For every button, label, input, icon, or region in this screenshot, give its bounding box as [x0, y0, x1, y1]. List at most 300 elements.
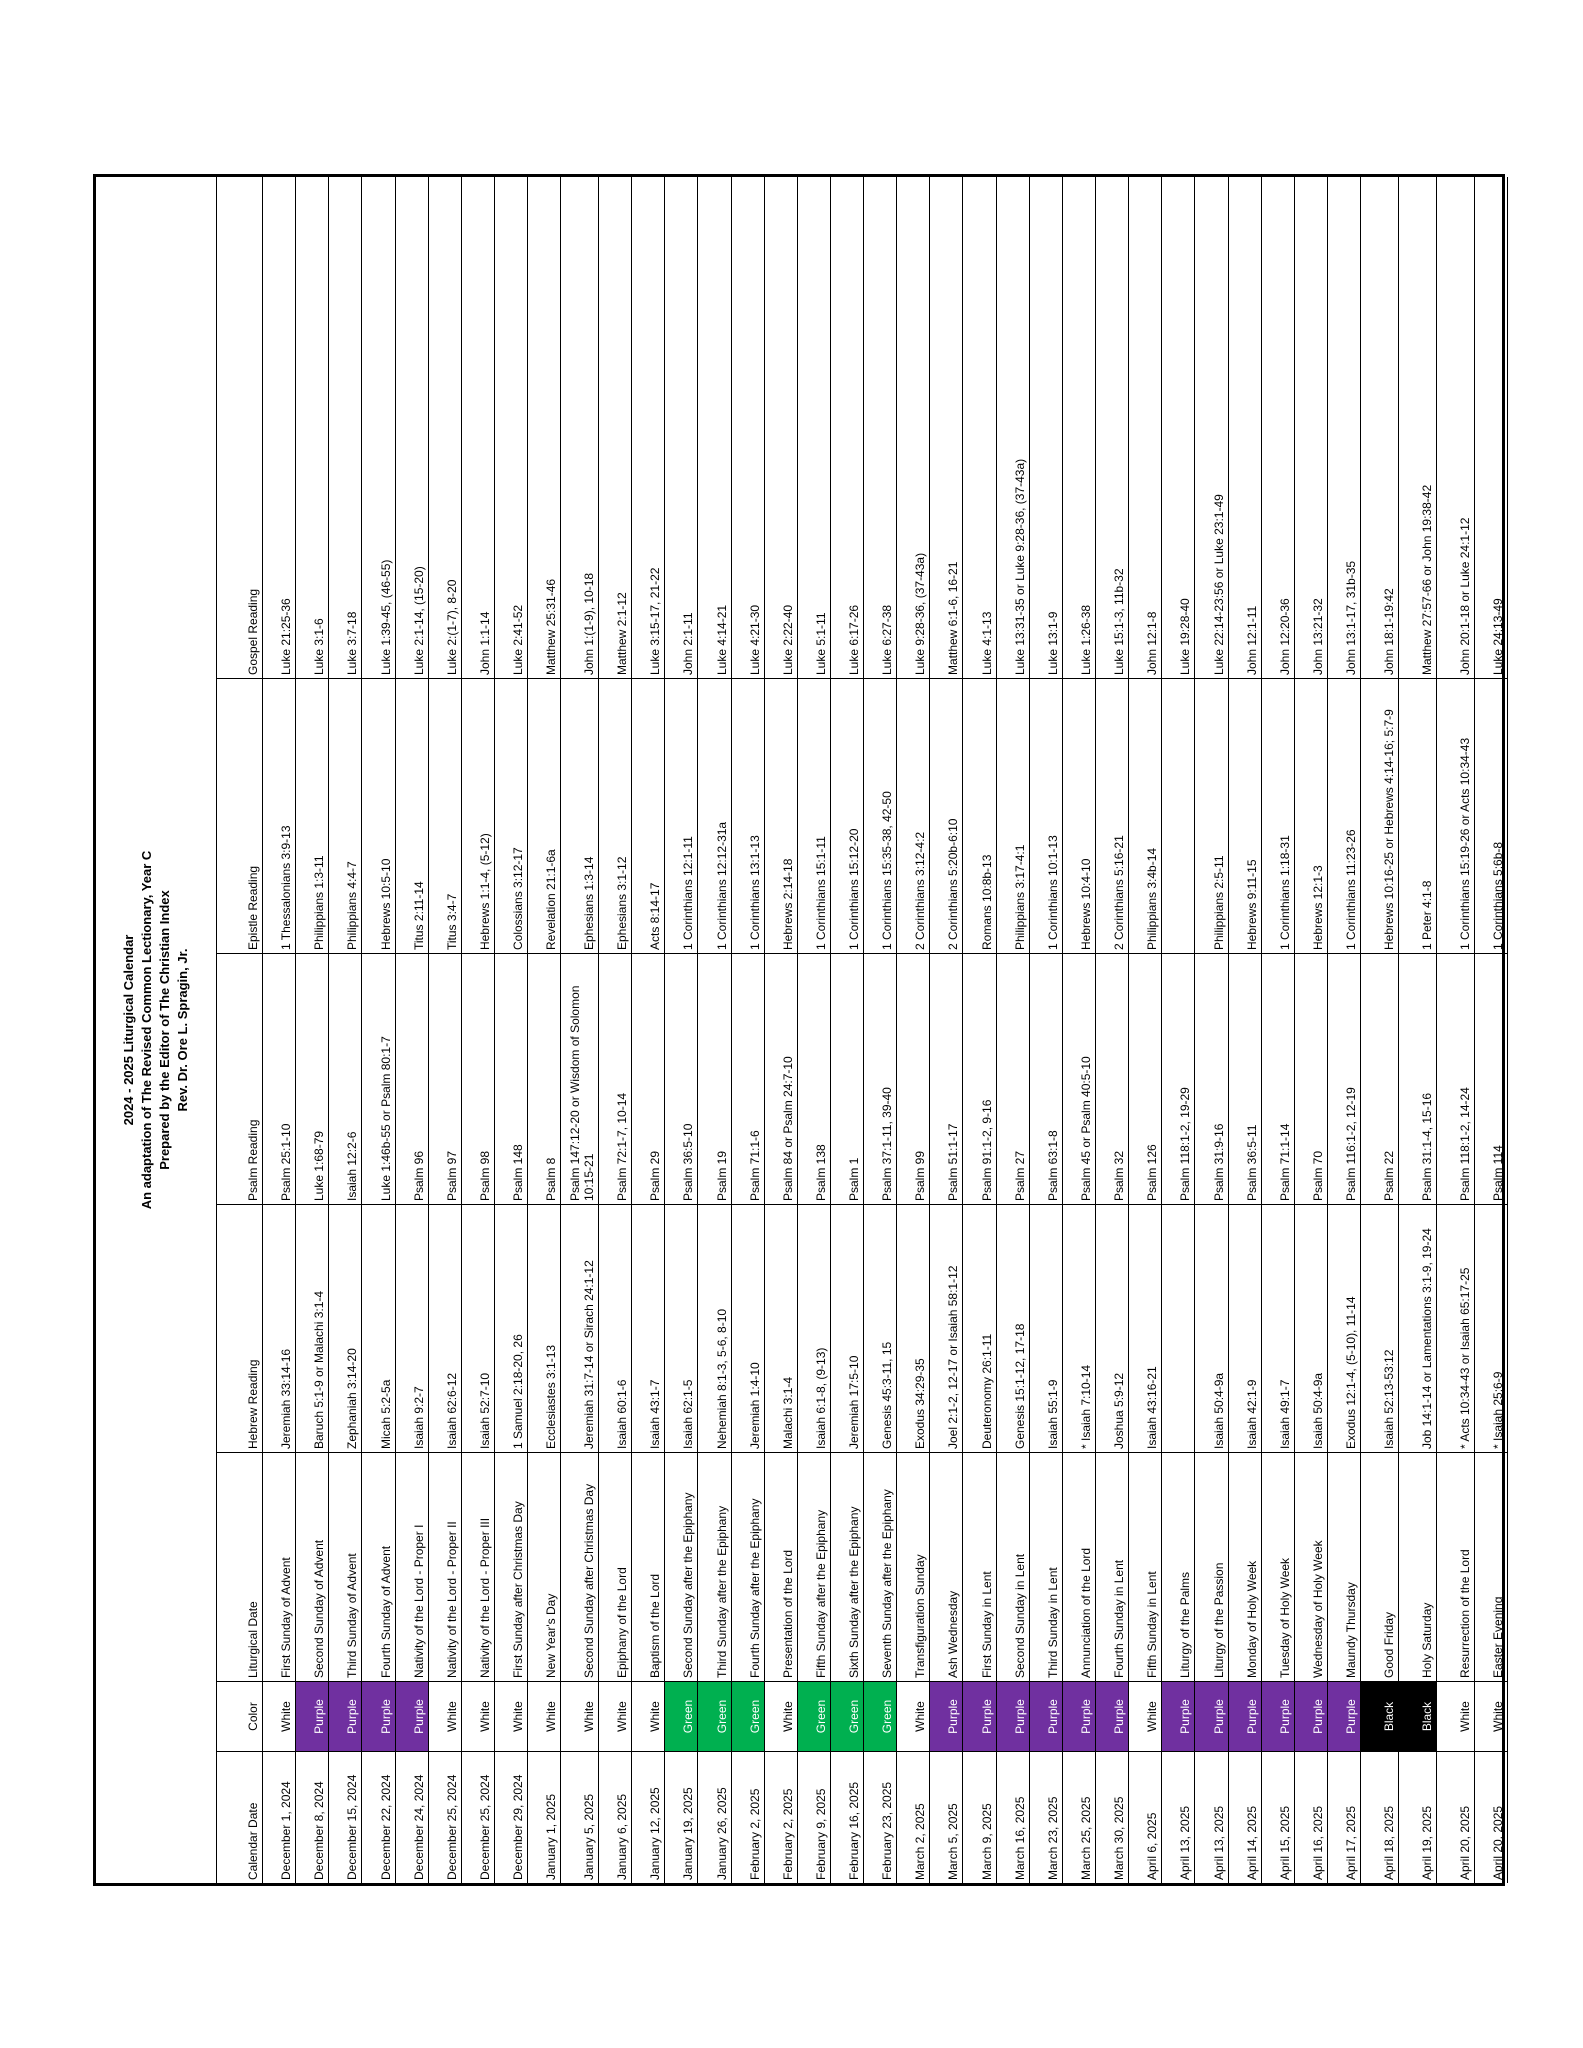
table-row [1063, 177, 1096, 1883]
gospel-reading-cell: Luke 3:7-18 [345, 611, 360, 675]
calendar-date-cell: March 9, 2025 [963, 1751, 995, 1883]
gospel-reading-cell: Luke 6:27-38 [880, 604, 895, 675]
table-row [997, 177, 1030, 1883]
calendar-date-cell: April 13, 2025 [1162, 1751, 1194, 1883]
psalm-reading-cell: Psalm 71:1-14 [1262, 953, 1294, 1204]
psalm-reading-cell: Psalm 25:1-10 [263, 953, 295, 1204]
epistle-reading-cell: Ephesians 3:1-12 [599, 678, 631, 953]
calendar-date-cell: February 9, 2025 [798, 1751, 830, 1883]
calendar-date-cell: December 25, 2024 [462, 1751, 494, 1883]
calendar-date-cell: January 26, 2025 [698, 1751, 730, 1883]
psalm-reading-cell: Psalm 99 [897, 953, 929, 1204]
hebrew-reading-cell: Joshua 5:9-12 [1096, 1204, 1128, 1452]
title-block [96, 177, 217, 1883]
color-cell: Purple [930, 1681, 962, 1751]
color-cell: Green [665, 1681, 697, 1751]
epistle-reading-cell: 1 Corinthians 5:6b-8 [1475, 678, 1507, 953]
table-row [930, 177, 963, 1883]
liturgical-date-cell: Sixth Sunday after the Epiphany [831, 1452, 863, 1681]
hebrew-reading-cell: Isaiah 55:1-9 [1030, 1204, 1062, 1452]
color-cell: White [632, 1681, 664, 1751]
psalm-reading-cell: Psalm 63:1-8 [1030, 953, 1062, 1204]
calendar-date-cell: December 8, 2024 [296, 1751, 328, 1883]
color-cell: White [1475, 1681, 1507, 1751]
hebrew-reading-cell: Exodus 34:29-35 [897, 1204, 929, 1452]
hebrew-reading-cell: Isaiah 42:1-9 [1229, 1204, 1261, 1452]
table-row [1030, 177, 1063, 1883]
gospel-reading-cell: Luke 9:28-36, (37-43a) [913, 552, 928, 675]
calendar-date-cell: February 2, 2025 [765, 1751, 797, 1883]
liturgical-date-cell: First Sunday in Lent [963, 1452, 995, 1681]
table-row [1437, 177, 1475, 1883]
table-row [1475, 177, 1508, 1883]
calendar-date-cell: January 5, 2025 [561, 1751, 598, 1883]
liturgical-date-cell: Liturgy of the Passion [1195, 1452, 1227, 1681]
header-liturgical-date: Liturgical Date [217, 1452, 262, 1681]
table-row [897, 177, 930, 1883]
color-cell: Purple [329, 1681, 361, 1751]
gospel-reading-cell: Luke 6:17-26 [847, 604, 862, 675]
liturgical-date-cell: Second Sunday after the Epiphany [665, 1452, 697, 1681]
color-cell: Purple [1295, 1681, 1327, 1751]
psalm-reading-cell: Psalm 138 [798, 953, 830, 1204]
gospel-reading-cell: Luke 19:28-40 [1178, 598, 1193, 675]
calendar-date-cell: February 16, 2025 [831, 1751, 863, 1883]
gospel-reading-cell: Luke 4:21-30 [747, 604, 762, 675]
hebrew-reading-cell: * Isaiah 25:6-9 [1475, 1204, 1507, 1452]
table-row [665, 177, 698, 1883]
hebrew-reading-cell: Ecclesiastes 3:1-13 [528, 1204, 560, 1452]
psalm-reading-cell: Psalm 31:9-16 [1195, 953, 1227, 1204]
liturgical-date-cell: Nativity of the Lord - Proper I [396, 1452, 428, 1681]
liturgical-date-cell: Fifth Sunday in Lent [1129, 1452, 1161, 1681]
psalm-reading-cell: Psalm 118:1-2, 19-29 [1162, 953, 1194, 1204]
epistle-reading-cell: Philippians 1:3-11 [296, 678, 328, 953]
color-cell: Purple [1063, 1681, 1095, 1751]
table-row [1328, 177, 1361, 1883]
psalm-reading-cell: Psalm 19 [698, 953, 730, 1204]
title-line-3: Prepared by the Editor of The Christian Index [157, 890, 172, 1170]
epistle-reading-cell: 1 Corinthians 11:23-26 [1328, 678, 1360, 953]
calendar-page [93, 174, 1505, 1886]
calendar-table [217, 177, 1505, 1883]
calendar-date-cell: April 15, 2025 [1262, 1751, 1294, 1883]
gospel-reading-cell: Matthew 25:31-46 [544, 578, 559, 675]
table-row [1295, 177, 1328, 1883]
gospel-reading-cell: Luke 2:(1-7), 8-20 [444, 579, 459, 675]
calendar-date-cell: March 5, 2025 [930, 1751, 962, 1883]
psalm-reading-cell: Psalm 71:1-6 [732, 953, 764, 1204]
liturgical-date-cell: Wednesday of Holy Week [1295, 1452, 1327, 1681]
table-row [362, 177, 395, 1883]
table-row [864, 177, 897, 1883]
epistle-reading-cell: Hebrews 2:14-18 [765, 678, 797, 953]
calendar-date-cell: December 29, 2024 [495, 1751, 527, 1883]
table-row [963, 177, 996, 1883]
table-row [329, 177, 362, 1883]
gospel-reading-cell: Luke 4:14-21 [714, 604, 729, 675]
epistle-reading-cell: 1 Corinthians 15:35-38, 42-50 [864, 678, 896, 953]
liturgical-date-cell: Good Friday [1361, 1452, 1398, 1681]
hebrew-reading-cell: Jeremiah 33:14-16 [263, 1204, 295, 1452]
color-cell: Purple [997, 1681, 1029, 1751]
psalm-reading-cell: Psalm 114 [1475, 953, 1507, 1204]
table-row [396, 177, 429, 1883]
liturgical-date-cell: Monday of Holy Week [1229, 1452, 1261, 1681]
hebrew-reading-cell: Joel 2:1-2, 12-17 or Isaiah 58:1-12 [930, 1204, 962, 1452]
color-cell: White [528, 1681, 560, 1751]
table-row [765, 177, 798, 1883]
hebrew-reading-cell: * Isaiah 7:10-14 [1063, 1204, 1095, 1452]
gospel-reading-cell: Luke 2:41-52 [511, 604, 526, 675]
epistle-reading-cell: 1 Corinthians 15:1-11 [798, 678, 830, 953]
psalm-reading-cell: Psalm 72:1-7, 10-14 [599, 953, 631, 1204]
color-cell: White [263, 1681, 295, 1751]
epistle-reading-cell: 1 Corinthians 13:1-13 [732, 678, 764, 953]
psalm-reading-cell: Psalm 147:12-20 or Wisdom of Solomon 10:15-21 [561, 953, 598, 1204]
gospel-reading-cell: Luke 22:14-23:56 or Luke 23:1-49 [1211, 494, 1226, 675]
calendar-date-cell: December 25, 2024 [429, 1751, 461, 1883]
table-row [263, 177, 296, 1883]
color-cell: Purple [1162, 1681, 1194, 1751]
table-row [599, 177, 632, 1883]
color-cell: Green [798, 1681, 830, 1751]
liturgical-date-cell: Tuesday of Holy Week [1262, 1452, 1294, 1681]
table-row [1229, 177, 1262, 1883]
calendar-date-cell: April 13, 2025 [1195, 1751, 1227, 1883]
calendar-date-cell: March 16, 2025 [997, 1751, 1029, 1883]
calendar-date-cell: February 23, 2025 [864, 1751, 896, 1883]
gospel-reading-cell: Luke 13:1-9 [1045, 611, 1060, 675]
gospel-reading-cell: John 2:1-11 [681, 612, 696, 675]
color-cell: Green [732, 1681, 764, 1751]
epistle-reading-cell: Colossians 3:12-17 [495, 678, 527, 953]
hebrew-reading-cell: Exodus 12:1-4, (5-10), 11-14 [1328, 1204, 1360, 1452]
color-cell: Purple [362, 1681, 394, 1751]
table-row [1129, 177, 1162, 1883]
epistle-reading-cell: 1 Corinthians 12:1-11 [665, 678, 697, 953]
hebrew-reading-cell: Isaiah 62:6-12 [429, 1204, 461, 1452]
gospel-reading-cell: John 18:1-19:42 [1381, 588, 1396, 675]
color-cell: White [495, 1681, 527, 1751]
psalm-reading-cell: Luke 1:68-79 [296, 953, 328, 1204]
calendar-date-cell: January 19, 2025 [665, 1751, 697, 1883]
calendar-date-cell: February 2, 2025 [732, 1751, 764, 1883]
title-line-4: Rev. Dr. Ore L. Spragin, Jr. [175, 948, 190, 1112]
hebrew-reading-cell: Genesis 45:3-11, 15 [864, 1204, 896, 1452]
epistle-reading-cell: Hebrews 10:5-10 [362, 678, 394, 953]
epistle-reading-cell: 2 Corinthians 3:12-4:2 [897, 678, 929, 953]
hebrew-reading-cell: Isaiah 43:1-7 [632, 1204, 664, 1452]
psalm-reading-cell: Psalm 45 or Psalm 40:5-10 [1063, 953, 1095, 1204]
table-row [1262, 177, 1295, 1883]
liturgical-date-cell: Nativity of the Lord - Proper III [462, 1452, 494, 1681]
hebrew-reading-cell: Zephaniah 3:14-20 [329, 1204, 361, 1452]
liturgical-date-cell: Fourth Sunday in Lent [1096, 1452, 1128, 1681]
epistle-reading-cell: Hebrews 10:4-10 [1063, 678, 1095, 953]
gospel-reading-cell: Luke 2:22-40 [780, 604, 795, 675]
color-cell: Purple [1328, 1681, 1360, 1751]
hebrew-reading-cell: Isaiah 43:16-21 [1129, 1204, 1161, 1452]
calendar-date-cell: December 22, 2024 [362, 1751, 394, 1883]
hebrew-reading-cell: Micah 5:2-5a [362, 1204, 394, 1452]
gospel-reading-cell: Luke 1:26-38 [1079, 604, 1093, 675]
table-row [1399, 177, 1437, 1883]
psalm-reading-cell: Psalm 51:1-17 [930, 953, 962, 1204]
epistle-reading-cell: 2 Corinthians 5:16-21 [1096, 678, 1128, 953]
color-cell: Purple [1262, 1681, 1294, 1751]
color-cell: Purple [1030, 1681, 1062, 1751]
psalm-reading-cell: Psalm 36:5-10 [665, 953, 697, 1204]
gospel-reading-cell: Luke 4:1-13 [979, 611, 994, 675]
gospel-reading-cell: Luke 2:1-14, (15-20) [411, 566, 426, 675]
psalm-reading-cell: Psalm 1 [831, 953, 863, 1204]
liturgical-date-cell: Third Sunday in Lent [1030, 1452, 1062, 1681]
liturgical-date-cell: First Sunday after Christmas Day [495, 1452, 527, 1681]
gospel-reading-cell: John 20:1-18 or Luke 24:1-12 [1457, 517, 1472, 675]
liturgical-date-cell: Resurrection of the Lord [1437, 1452, 1474, 1681]
liturgical-date-cell: Second Sunday of Advent [296, 1452, 328, 1681]
gospel-reading-cell: Luke 5:1-11 [813, 612, 828, 675]
hebrew-reading-cell: Jeremiah 31:7-14 or Sirach 24:1-12 [561, 1204, 598, 1452]
epistle-reading-cell: Philippians 3:17-4:1 [997, 678, 1029, 953]
calendar-date-cell: April 6, 2025 [1129, 1751, 1161, 1883]
hebrew-reading-cell: Isaiah 6:1-8, (9-13) [798, 1204, 830, 1452]
hebrew-reading-cell: Isaiah 49:1-7 [1262, 1204, 1294, 1452]
epistle-reading-cell: Revelation 21:1-6a [528, 678, 560, 953]
hebrew-reading-cell: Isaiah 50:4-9a [1295, 1204, 1327, 1452]
color-cell: White [599, 1681, 631, 1751]
calendar-date-cell: March 23, 2025 [1030, 1751, 1062, 1883]
title-line-1: 2024 - 2025 Liturgical Calendar [121, 934, 136, 1126]
epistle-reading-cell: 1 Thessalonians 3:9-13 [263, 678, 295, 953]
liturgical-date-cell: Ash Wednesday [930, 1452, 962, 1681]
color-cell: Purple [1195, 1681, 1227, 1751]
gospel-reading-cell: Matthew 27:57-66 or John 19:38-42 [1419, 484, 1434, 675]
calendar-date-cell: April 16, 2025 [1295, 1751, 1327, 1883]
calendar-date-cell: January 1, 2025 [528, 1751, 560, 1883]
epistle-reading-cell: Hebrews 10:16-25 or Hebrews 4:14-16; 5:7-9 [1361, 678, 1398, 953]
psalm-reading-cell: Psalm 27 [997, 953, 1029, 1204]
liturgical-date-cell: Presentation of the Lord [765, 1452, 797, 1681]
table-row [462, 177, 495, 1883]
hebrew-reading-cell: Genesis 15:1-12, 17-18 [997, 1204, 1029, 1452]
table-row [495, 177, 528, 1883]
hebrew-reading-cell: Jeremiah 1:4-10 [732, 1204, 764, 1452]
header-color: Color [217, 1681, 262, 1751]
color-cell: White [1129, 1681, 1161, 1751]
table-row [698, 177, 731, 1883]
color-cell: Green [698, 1681, 730, 1751]
gospel-reading-cell: John 1:1-14 [477, 611, 492, 675]
liturgical-date-cell: First Sunday of Advent [263, 1452, 295, 1681]
hebrew-reading-cell: Nehemiah 8:1-3, 5-6, 8-10 [698, 1204, 730, 1452]
calendar-date-cell: March 25, 2025 [1063, 1751, 1095, 1883]
psalm-reading-cell: Psalm 118:1-2, 14-24 [1437, 953, 1474, 1204]
hebrew-reading-cell: Isaiah 60:1-6 [599, 1204, 631, 1452]
epistle-reading-cell: Acts 8:14-17 [632, 678, 664, 953]
psalm-reading-cell: Psalm 31:1-4, 15-16 [1399, 953, 1436, 1204]
calendar-date-cell: March 30, 2025 [1096, 1751, 1128, 1883]
psalm-reading-cell: Psalm 126 [1129, 953, 1161, 1204]
gospel-reading-cell: Matthew 2:1-12 [615, 592, 630, 675]
gospel-reading-cell: Luke 3:15-17, 21-22 [648, 567, 663, 675]
header-hebrew-reading: Hebrew Reading [217, 1204, 262, 1452]
header-epistle-reading: Epistle Reading [217, 678, 262, 953]
gospel-reading-cell: John 1:(1-9), 10-18 [582, 572, 597, 675]
epistle-reading-cell: Philippians 2:5-11 [1195, 678, 1227, 953]
psalm-reading-cell: Psalm 29 [632, 953, 664, 1204]
epistle-reading-cell: 1 Corinthians 15:19-26 or Acts 10:34-43 [1437, 678, 1474, 953]
gospel-reading-cell: Luke 3:1-6 [312, 618, 327, 675]
title-line-2: An adaptation of The Revised Common Lectionary, Year C [139, 850, 154, 1210]
psalm-reading-cell: Psalm 84 or Psalm 24:7-10 [765, 953, 797, 1204]
liturgical-date-cell: Third Sunday after the Epiphany [698, 1452, 730, 1681]
epistle-reading-cell: Hebrews 9:11-15 [1229, 678, 1261, 953]
liturgical-date-cell: Second Sunday in Lent [997, 1452, 1029, 1681]
calendar-date-cell: April 20, 2025 [1475, 1751, 1507, 1883]
color-cell: Green [864, 1681, 896, 1751]
epistle-reading-cell: Philippians 3:4b-14 [1129, 678, 1161, 953]
color-cell: Black [1399, 1681, 1436, 1751]
epistle-reading-cell: 2 Corinthians 5:20b-6:10 [930, 678, 962, 953]
psalm-reading-cell: Psalm 70 [1295, 953, 1327, 1204]
calendar-date-cell: December 24, 2024 [396, 1751, 428, 1883]
liturgical-date-cell: Holy Saturday [1399, 1452, 1436, 1681]
header-row [217, 177, 263, 1883]
liturgical-date-cell: Baptism of the Lord [632, 1452, 664, 1681]
psalm-reading-cell: Psalm 37:1-11, 39-40 [864, 953, 896, 1204]
psalm-reading-cell: Psalm 97 [429, 953, 461, 1204]
psalm-reading-cell: Psalm 98 [462, 953, 494, 1204]
gospel-reading-cell: Luke 24:13-49 [1490, 598, 1505, 675]
table-row [732, 177, 765, 1883]
liturgical-date-cell: Easter Evening [1475, 1452, 1507, 1681]
gospel-reading-cell: John 12:20-36 [1277, 598, 1292, 675]
header-psalm-reading: Psalm Reading [217, 953, 262, 1204]
epistle-reading-cell: 1 Corinthians 10:1-13 [1030, 678, 1062, 953]
hebrew-reading-cell: Baruch 5:1-9 or Malachi 3:1-4 [296, 1204, 328, 1452]
calendar-date-cell: April 14, 2025 [1229, 1751, 1261, 1883]
liturgical-date-cell: Liturgy of the Palms [1162, 1452, 1194, 1681]
epistle-reading-cell: 1 Corinthians 1:18-31 [1262, 678, 1294, 953]
hebrew-reading-cell: 1 Samuel 2:18-20, 26 [495, 1204, 527, 1452]
hebrew-reading-cell: Malachi 3:1-4 [765, 1204, 797, 1452]
table-row [1096, 177, 1129, 1883]
psalm-reading-cell: Psalm 22 [1361, 953, 1398, 1204]
psalm-reading-cell: Psalm 32 [1096, 953, 1128, 1204]
hebrew-reading-cell: * Acts 10:34-43 or Isaiah 65:17-25 [1437, 1204, 1474, 1452]
table-row [1195, 177, 1228, 1883]
table-row [632, 177, 665, 1883]
gospel-reading-cell: Matthew 6:1-6, 16-21 [946, 561, 961, 675]
epistle-reading-cell: Titus 3:4-7 [429, 678, 461, 953]
hebrew-reading-cell: Isaiah 52:7-10 [462, 1204, 494, 1452]
liturgical-date-cell: Maundy Thursday [1328, 1452, 1360, 1681]
psalm-reading-cell: Luke 1:46b-55 or Psalm 80:1-7 [362, 953, 394, 1204]
gospel-reading-cell: Luke 15:1-3, 11b-32 [1112, 568, 1127, 675]
psalm-reading-cell: Psalm 96 [396, 953, 428, 1204]
liturgical-date-cell: Annunciation of the Lord [1063, 1452, 1095, 1681]
color-cell: White [561, 1681, 598, 1751]
color-cell: Black [1361, 1681, 1398, 1751]
psalm-reading-cell: Psalm 36:5-11 [1229, 953, 1261, 1204]
hebrew-reading-cell: Deuteronomy 26:1-11 [963, 1204, 995, 1452]
color-cell: White [1437, 1681, 1474, 1751]
gospel-reading-cell: Luke 1:39-45, (46-55) [378, 559, 393, 675]
gospel-reading-cell: John 13:1-17, 31b-35 [1344, 560, 1359, 675]
calendar-date-cell: April 18, 2025 [1361, 1751, 1398, 1883]
liturgical-date-cell: Seventh Sunday after the Epiphany [864, 1452, 896, 1681]
hebrew-reading-cell: Jeremiah 17:5-10 [831, 1204, 863, 1452]
liturgical-date-cell: Transfiguration Sunday [897, 1452, 929, 1681]
liturgical-date-cell: Third Sunday of Advent [329, 1452, 361, 1681]
calendar-date-cell: December 1, 2024 [263, 1751, 295, 1883]
table-row [561, 177, 599, 1883]
psalm-reading-cell: Psalm 148 [495, 953, 527, 1204]
epistle-reading-cell: Ephesians 1:3-14 [561, 678, 598, 953]
liturgical-date-cell: Epiphany of the Lord [599, 1452, 631, 1681]
color-cell: Purple [1096, 1681, 1128, 1751]
color-cell: Purple [1229, 1681, 1261, 1751]
psalm-reading-cell: Psalm 8 [528, 953, 560, 1204]
color-cell: Green [831, 1681, 863, 1751]
liturgical-date-cell: Fourth Sunday of Advent [362, 1452, 394, 1681]
gospel-reading-cell: John 13:21-32 [1310, 598, 1325, 675]
epistle-reading-cell: 1 Peter 4:1-8 [1399, 678, 1436, 953]
epistle-reading-cell: 1 Corinthians 12:12-31a [698, 678, 730, 953]
hebrew-reading-cell: Isaiah 52:13-53:12 [1361, 1204, 1398, 1452]
table-row [831, 177, 864, 1883]
calendar-date-cell: April 17, 2025 [1328, 1751, 1360, 1883]
table-row [429, 177, 462, 1883]
liturgical-date-cell: Nativity of the Lord - Proper II [429, 1452, 461, 1681]
hebrew-reading-cell: Isaiah 50:4-9a [1195, 1204, 1227, 1452]
epistle-reading-cell [1162, 678, 1194, 953]
calendar-date-cell: December 15, 2024 [329, 1751, 361, 1883]
psalm-reading-cell: Isaiah 12:2-6 [329, 953, 361, 1204]
header-gospel-reading: Gospel Reading [246, 588, 260, 675]
gospel-reading-cell: Luke 13:31-35 or Luke 9:28-36, (37-43a) [1012, 458, 1027, 675]
color-cell: Purple [963, 1681, 995, 1751]
epistle-reading-cell: Hebrews 1:1-4, (5-12) [462, 678, 494, 953]
table-row [1361, 177, 1399, 1883]
calendar-date-cell: March 2, 2025 [897, 1751, 929, 1883]
hebrew-reading-cell: Isaiah 62:1-5 [665, 1204, 697, 1452]
liturgical-date-cell: Second Sunday after Christmas Day [561, 1452, 598, 1681]
calendar-date-cell: April 20, 2025 [1437, 1751, 1474, 1883]
psalm-reading-cell: Psalm 116:1-2, 12-19 [1328, 953, 1360, 1204]
table-row [798, 177, 831, 1883]
gospel-reading-cell: John 12:1-8 [1145, 611, 1160, 675]
table-row [1162, 177, 1195, 1883]
table-row [528, 177, 561, 1883]
color-cell: White [897, 1681, 929, 1751]
calendar-date-cell: April 19, 2025 [1399, 1751, 1436, 1883]
color-cell: Purple [396, 1681, 428, 1751]
epistle-reading-cell: Titus 2:11-14 [396, 678, 428, 953]
epistle-reading-cell: Romans 10:8b-13 [963, 678, 995, 953]
epistle-reading-cell: Philippians 4:4-7 [329, 678, 361, 953]
table-row [296, 177, 329, 1883]
psalm-reading-cell: Psalm 91:1-2, 9-16 [963, 953, 995, 1204]
liturgical-date-cell: New Year's Day [528, 1452, 560, 1681]
color-cell: White [462, 1681, 494, 1751]
calendar-date-cell: January 12, 2025 [632, 1751, 664, 1883]
hebrew-reading-cell: Job 14:1-14 or Lamentations 3:1-9, 19-24 [1399, 1204, 1436, 1452]
header-calendar-date: Calendar Date [217, 1751, 262, 1883]
epistle-reading-cell: Hebrews 12:1-3 [1295, 678, 1327, 953]
